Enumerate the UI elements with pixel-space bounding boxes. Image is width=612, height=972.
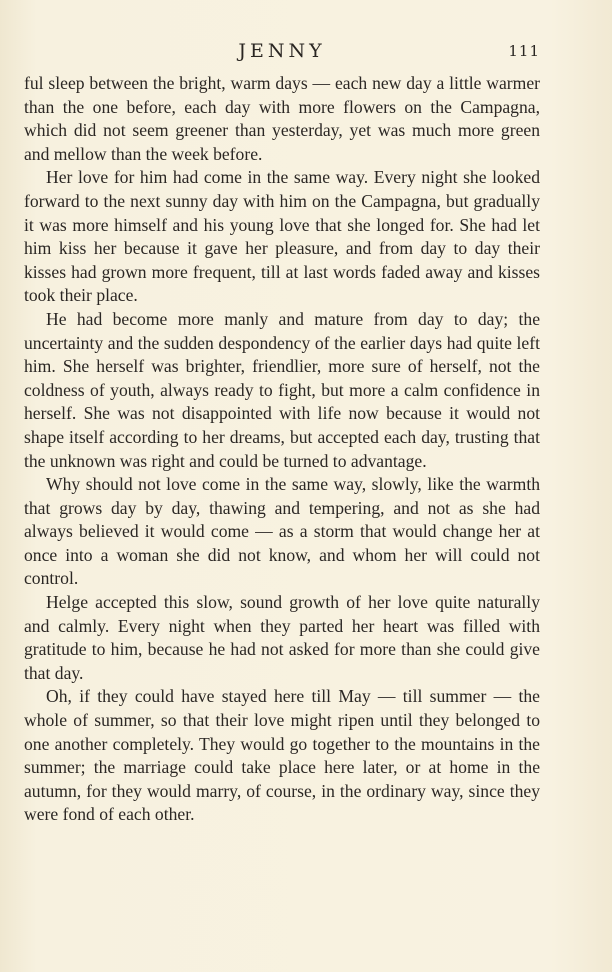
body-text [24,72,540,827]
running-title: JENNY [238,40,326,62]
paragraph: He had become more manly and mature from day to day; the uncertainty and the sudden despondency of the earlier days had quite left him. She herself was brighter, friendlier, more sure of herself, not the coldness of youth, always ready to fight, but more a calm confidence in herself. She was not disappointed with life now because it would not shape itself according to her dreams, but accepted each day, trusting that the unknown was right and could be turned to advantage. [24,308,540,471]
page-header [24,40,540,66]
page-number: 111 [508,42,540,60]
paragraph: Her love for him had come in the same way. Every night she looked forward to the next sunny day with him on the Campagna, but gradually it was more himself and his young love that she longed for. She had let him kiss her because it gave her pleasure, and from day to day their kisses had grown more frequent, till at last words faded away and kisses took their place. [24,167,540,306]
paragraph: Helge accepted this slow, sound growth of her love quite naturally and calmly. Every night when they parted her heart was filled with gratitude to him, because he had not asked for more than she could give that day. [24,592,540,683]
paragraph: ful sleep between the bright, warm days — each new day a little warmer than the one before, each day with more flowers on the Campagna, which did not seem greener than yesterday, yet was much more green and mellow than the week before. [24,73,540,164]
paragraph: Oh, if they could have stayed here till May — till summer — the whole of summer, so that their love might ripen until they belonged to one another completely. They would go together to the mountains in the summer; the marriage could take place here later, or at home in the autumn, for they would marry, of course, in the ordinary way, since they were fond of each other. [24,686,540,825]
paragraph: Why should not love come in the same way, slowly, like the warmth that grows day by day, thawing and tempering, and not as she had always believed it would come — as a storm that would change her at once into a woman she did not know, and whom her will could not control. [24,474,540,589]
